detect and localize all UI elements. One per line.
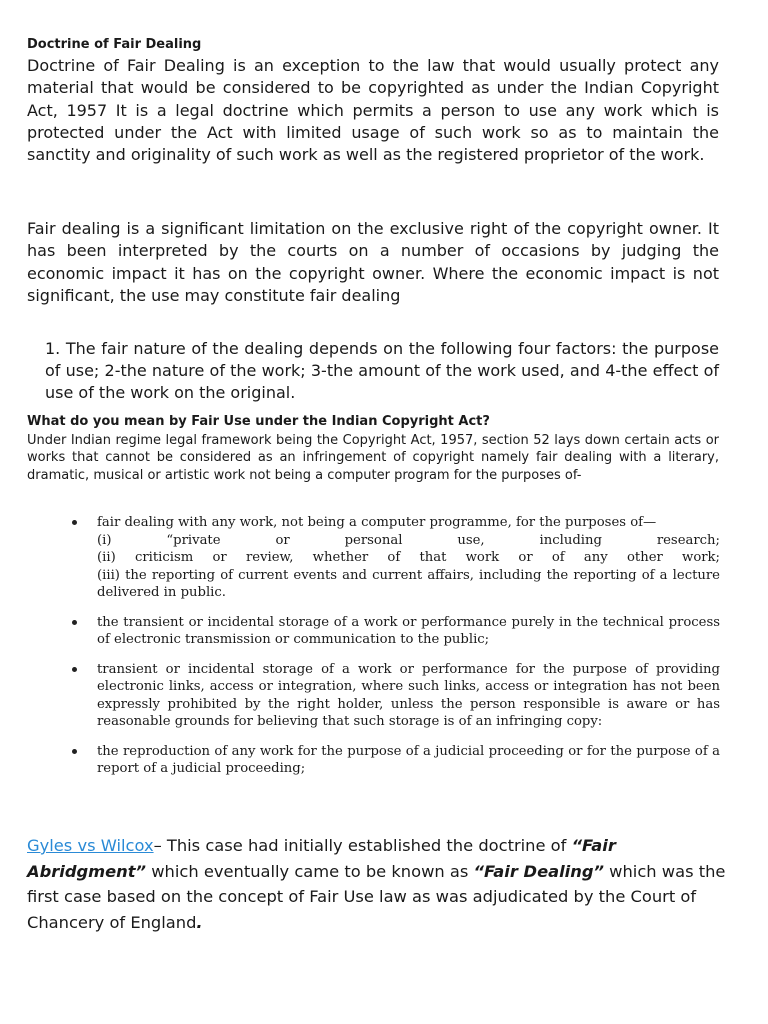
bullet4-text: the reproduction of any work for the purpose of a judicial proceeding or for the purpose of a report of a judicial proceeding;	[97, 743, 720, 776]
gyles-vs-wilcox-link[interactable]: Gyles vs Wilcox	[27, 836, 154, 855]
case-text-2: which eventually came to be known as	[146, 861, 474, 881]
bullet-icon	[72, 667, 77, 672]
section-52-bullet-list	[70, 514, 720, 790]
list-item	[70, 614, 720, 649]
bullet-icon	[72, 749, 77, 754]
list-item	[70, 514, 720, 602]
factors-list-item	[45, 338, 719, 404]
intro-paragraph: Doctrine of Fair Dealing is an exception to the law that would usually protect any material that would be considered to be copyrighted as under the Indian Copyright Act, 1957 It is a legal doctrine which permits a person to use any work which is protected under the Act with limited usage of such work so as to maintain the sanctity and originality of such work as well as the registered proprietor of the work.	[27, 56, 719, 165]
bullet1-line4: (iii) the reporting of current events and current affairs, including the reporting of a lecture delivered in public.	[97, 567, 720, 600]
list-number: 1.	[45, 339, 61, 358]
limitation-paragraph: Fair dealing is a significant limitation on the exclusive right of the copyright owner. It has been interpreted by the courts on a number of occasions by judging the economic impact it has on the copyright owner. Where the economic impact is not significant, the use may constitute fair dealing	[27, 219, 719, 305]
bullet1-line1: fair dealing with any work, not being a computer programme, for the purposes of—	[97, 515, 657, 530]
fair-abridgment-term: “Fair Abridgment”	[27, 836, 616, 881]
list-item	[70, 661, 720, 731]
fair-use-paragraph: Under Indian regime legal framework being the Copyright Act, 1957, section 52 lays down certain acts or works that cannot be considered as an infringement of copyright namely fair dealing with a literary, dramatic, musical or artistic work not being a computer program for the purposes of-	[27, 433, 719, 483]
case-paragraph	[27, 833, 727, 935]
bullet1-line2: (i) “private or personal use, including research;	[97, 532, 720, 548]
case-end-period: .	[196, 912, 203, 932]
case-text-1: – This case had initially established the doctrine of	[153, 836, 572, 855]
factors-text: The fair nature of the dealing depends on the following four factors: the purpose of use; 2-the nature of the work; 3-the amount of the work used, and 4-the effect of use of the work on the original.	[45, 339, 719, 402]
fair-use-heading: What do you mean by Fair Use under the Indian Copyright Act?	[27, 414, 490, 429]
doctrine-heading: Doctrine of Fair Dealing	[27, 37, 202, 52]
list-item	[70, 743, 720, 778]
bullet2-text: the transient or incidental storage of a work or performance purely in the technical process of electronic transmission or communication to the public;	[97, 614, 720, 647]
bullet3-text: transient or incidental storage of a work or performance for the purpose of providing electronic links, access or integration, where such links, access or integration has not been expressly prohibited by the right holder, unless the person responsible is aware or has reasonable grounds for believing that such storage is of an infringing copy:	[97, 661, 720, 729]
bullet-icon	[72, 620, 77, 625]
bullet-icon	[72, 520, 77, 525]
fair-dealing-term: “Fair Dealing”	[473, 861, 604, 881]
case-text-3: which was the first case based on the concept of Fair Use law as was adjudicated by the Court of Chancery of England	[27, 861, 726, 932]
bullet1-line3: (ii) criticism or review, whether of that work or of any other work;	[97, 550, 720, 565]
